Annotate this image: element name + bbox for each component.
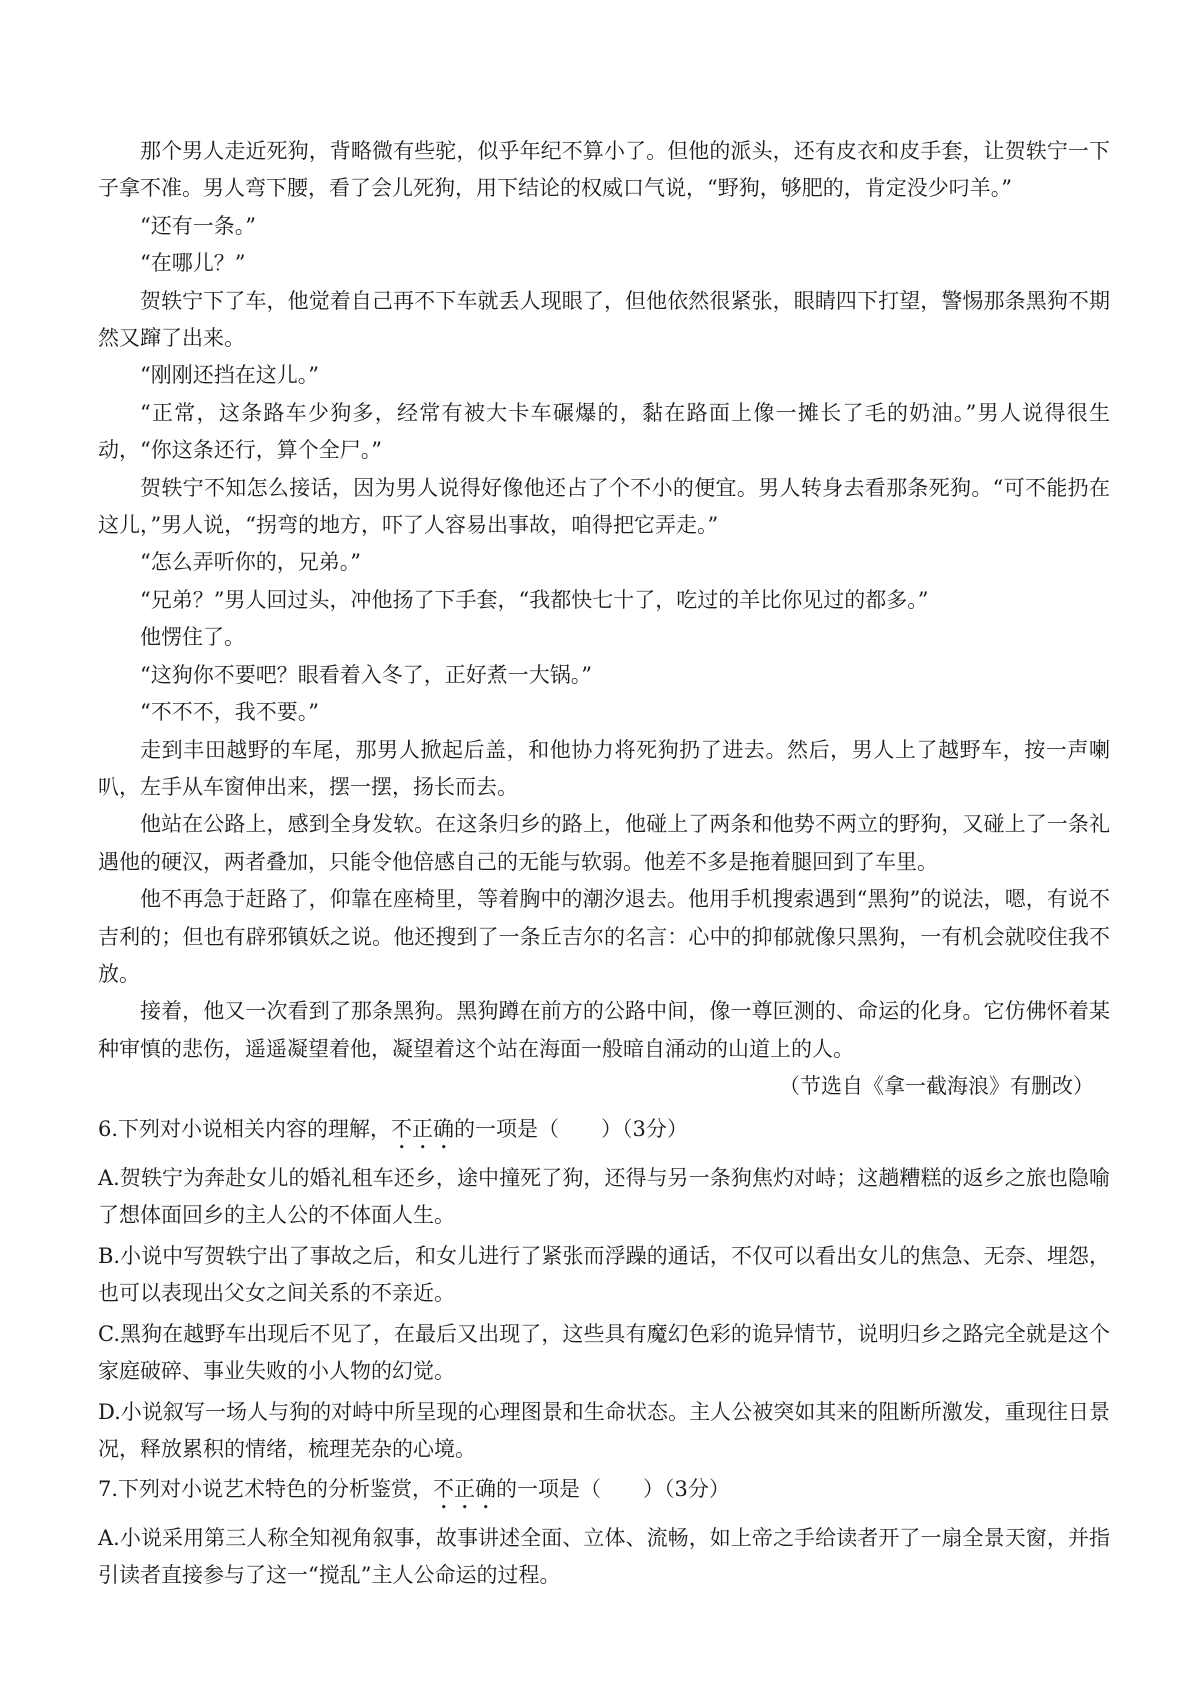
story-paragraph: 贺轶宁下了车，他觉着自己再不下车就丢人现眼了，但他依然很紧张，眼睛四下打望，警惕那条黑狗不期然又蹿了出来。: [98, 288, 1110, 351]
source-citation: （节选自《拿一截海浪》有删改）: [779, 1074, 1094, 1099]
question-section: [98, 1112, 1110, 1598]
story-paragraph: “在哪儿？”: [140, 251, 246, 276]
question-7-suffix: 的一项是（ ）（3分）: [496, 1477, 730, 1501]
story-paragraph: “这狗你不要吧？眼看着入冬了，正好煮一大锅。”: [140, 662, 592, 687]
question-6-prefix: 6.下列对小说相关内容的理解，: [98, 1117, 392, 1141]
question-6-option-b: B.小说中写贺轶宁出了事故之后，和女儿进行了紧张而浮躁的通话，不仅可以看出女儿的焦急、无奈、埋怨，也可以表现出父女之间关系的不亲近。: [98, 1244, 1110, 1305]
question-6-option-c: C.黑狗在越野车出现后不见了，在最后又出现了，这些具有魔幻色彩的诡异情节，说明归乡之路完全就是这个家庭破碎、事业失败的小人物的幻觉。: [98, 1322, 1110, 1383]
story-paragraph: 贺轶宁不知怎么接话，因为男人说得好像他还占了个不小的便宜。男人转身去看那条死狗。“可不能扔在这儿，”男人说，“拐弯的地方，吓了人容易出事故，咱得把它弄走。”: [98, 475, 1110, 538]
story-paragraph: “怎么弄听你的，兄弟。”: [140, 550, 361, 575]
story-paragraph: “不不不，我不要。”: [140, 700, 319, 725]
story-paragraph: “正常，这条路车少狗多，经常有被大卡车碾爆的，黏在路面上像一摊长了毛的奶油。”男人说得很生动，“你这条还行，算个全尸。”: [98, 400, 1110, 463]
story-paragraph: 走到丰田越野的车尾，那男人掀起后盖，和他协力将死狗扔了进去。然后，男人上了越野车，按一声喇叭，左手从车窗伸出来，摆一摆，扬长而去。: [98, 737, 1110, 799]
story-paragraph: “还有一条。”: [140, 213, 256, 238]
question-7-option-a: A.小说采用第三人称全知视角叙事，故事讲述全面、立体、流畅，如上帝之手给读者开了一扇全景天窗，并指引读者直接参与了这一“搅乱”主人公命运的过程。: [98, 1526, 1110, 1587]
story-paragraph: 他站在公路上，感到全身发软。在这条归乡的路上，他碰上了两条和他势不两立的野狗，又碰上了一条礼遇他的硬汉，两者叠加，只能令他倍感自己的无能与软弱。他差不多是拖着腿回到了车里。: [98, 812, 1110, 874]
question-6-option-a: A.贺轶宁为奔赴女儿的婚礼租车还乡，途中撞死了狗，还得与另一条狗焦灼对峙；这趟糟糕的返乡之旅也隐喻了想体面回乡的主人公的不体面人生。: [98, 1166, 1110, 1227]
question-7-prefix: 7.下列对小说艺术特色的分析鉴赏，: [98, 1477, 434, 1501]
question-6-emphasis: 不正确: [391, 1117, 455, 1141]
story-paragraph: “兄弟？”男人回过头，冲他扬了下手套，“我都快七十了，吃过的羊比你见过的都多。”: [140, 587, 929, 612]
question-7-emphasis: 不正确: [433, 1477, 497, 1501]
question-6-suffix: 的一项是（ ）（3分）: [454, 1117, 688, 1141]
story-paragraph: 他不再急于赶路了，仰靠在座椅里，等着胸中的潮汐退去。他用手机搜索遇到“黑狗”的说法，嗯，有说不吉利的；但也有辟邪镇妖之说。他还搜到了一条丘吉尔的名言：心中的抑郁就像只黑狗，一有机会就咬住我不放。: [98, 887, 1110, 986]
question-6-stem: [98, 1112, 1110, 1154]
story-excerpt: [98, 133, 1110, 1106]
story-paragraph: 他愣住了。: [140, 625, 245, 650]
story-paragraph: 那个男人走近死狗，背略微有些驼，似乎年纪不算小了。但他的派头，还有皮衣和皮手套，让贺轶宁一下子拿不准。男人弯下腰，看了会儿死狗，用下结论的权威口气说，“野狗，够肥的，肯定没少叼羊。”: [98, 139, 1110, 201]
story-paragraph: “刚刚还挡在这儿。”: [140, 363, 319, 388]
question-6-option-d: D.小说叙写一场人与狗的对峙中所呈现的心理图景和生命状态。主人公被突如其来的阻断所激发，重现往日景况，释放累积的情绪，梳理芜杂的心境。: [98, 1400, 1110, 1461]
story-paragraph: 接着，他又一次看到了那条黑狗。黑狗蹲在前方的公路中间，像一尊叵测的、命运的化身。它仿佛怀着某种审慎的悲伤，遥遥凝望着他，凝望着这个站在海面一般暗自涌动的山道上的人。: [98, 999, 1110, 1061]
question-7-stem: [98, 1472, 1110, 1514]
